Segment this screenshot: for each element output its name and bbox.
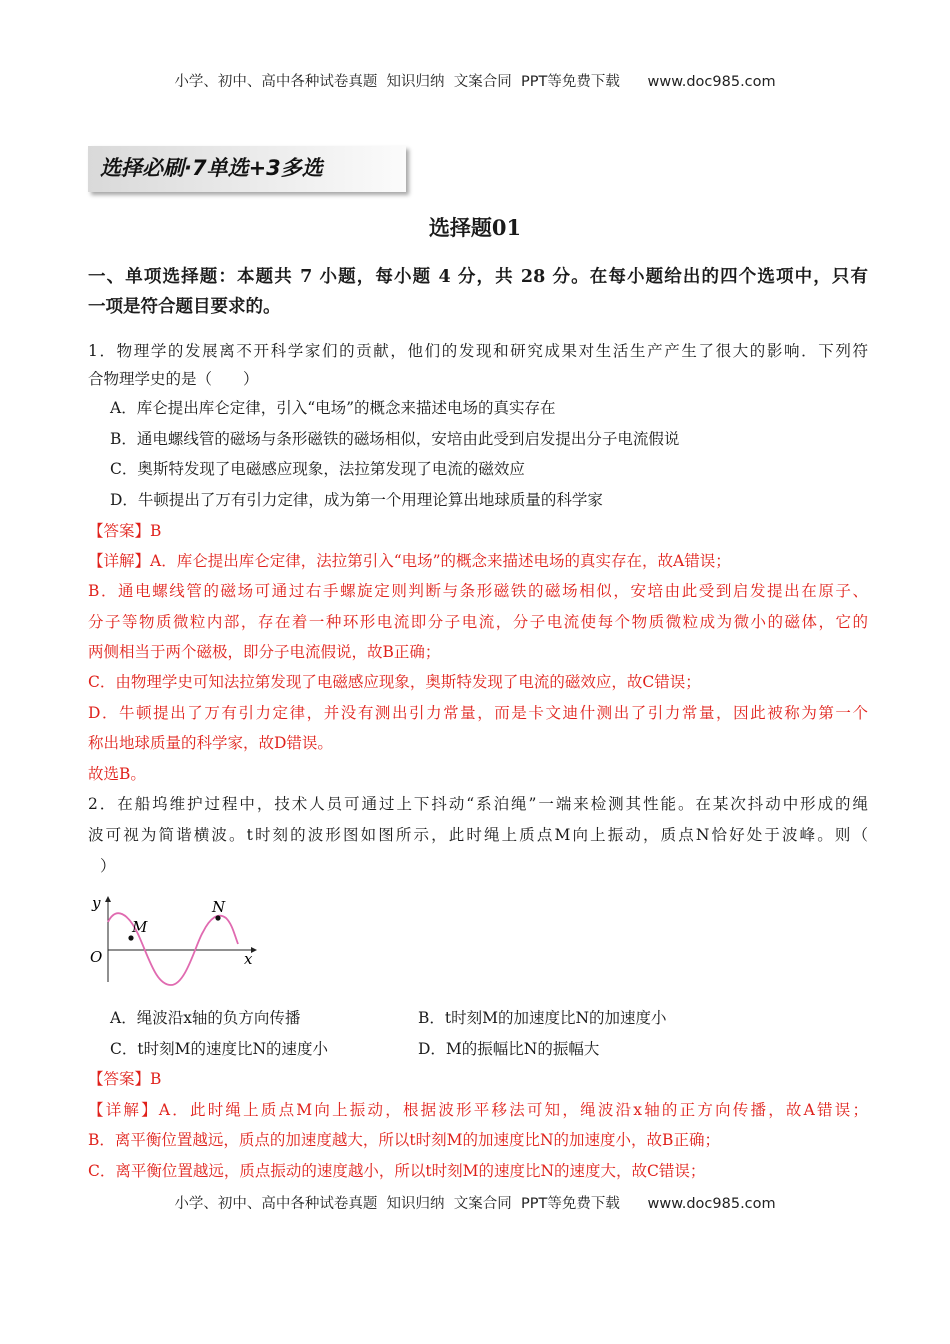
q1-option-c: C．奥斯特发现了电磁感应现象，法拉第发现了电流的磁效应 xyxy=(110,460,525,478)
section-heading-line1: 一、单项选择题：本题共 7 小题，每小题 4 分，共 28 分。在每小题给出的四个选项中，只有 xyxy=(88,267,868,287)
y-axis-arrow xyxy=(105,896,111,902)
wave-curve xyxy=(108,913,238,985)
page-footer: 小学、初中、高中各种试卷真题 知识归纳 文案合同 PPT等免费下载 www.doc985.com xyxy=(174,1196,776,1212)
q2-stem-line2: 波可视为简谐横波。t时刻的波形图如图所示，此时绳上质点M向上振动，质点N恰好处于波峰。则（ xyxy=(88,826,868,844)
point-n-label: N xyxy=(212,898,226,916)
q2-option-a: A．绳波沿x轴的负方向传播 xyxy=(110,1009,301,1027)
origin-label: O xyxy=(90,948,103,966)
q2-stem-line1: 2．在船坞维护过程中，技术人员可通过上下抖动“系泊绳”一端来检测其性能。在某次抖动中形成的绳 xyxy=(88,795,868,813)
q2-option-b: B．t时刻M的加速度比N的加速度小 xyxy=(418,1009,667,1027)
q1-answer: 【答案】B xyxy=(88,522,162,540)
q2-stem-line3: ） xyxy=(100,857,116,875)
q1-option-d: D．牛顿提出了万有引力定律，成为第一个用理论算出地球质量的科学家 xyxy=(110,491,603,509)
q2-option-c: C．t时刻M的速度比N的速度小 xyxy=(110,1040,329,1058)
q2-explain-line: C．离平衡位置越远，质点振动的速度越小，所以t时刻M的速度比N的速度大，故C错误； xyxy=(88,1162,706,1180)
q1-explain-line: C．由物理学史可知法拉第发现了电磁感应现象，奥斯特发现了电流的磁效应，故C错误； xyxy=(88,673,701,691)
page-header: 小学、初中、高中各种试卷真题 知识归纳 文案合同 PPT等免费下载 www.doc985.com xyxy=(174,74,776,90)
q2-explain-line: 【详解】A．此时绳上质点M向上振动，根据波形平移法可知，绳波沿x轴的正方向传播，故A错误； xyxy=(88,1101,868,1119)
y-axis-label: y xyxy=(92,894,101,912)
q1-explain-line: 称出地球质量的科学家，故D错误。 xyxy=(88,734,333,752)
point-m-label: M xyxy=(132,918,148,936)
point-n-dot xyxy=(215,915,220,920)
section-banner xyxy=(88,146,406,192)
q1-option-a: A．库仑提出库仑定律，引入“电场”的概念来描述电场的真实存在 xyxy=(110,399,556,417)
q2-explain-line: B．离平衡位置越远，质点的加速度越大，所以t时刻M的加速度比N的加速度小，故B正确； xyxy=(88,1131,720,1149)
q2-answer: 【答案】B xyxy=(88,1070,162,1088)
section-heading-line2: 一项是符合题目要求的。 xyxy=(88,297,281,317)
point-m-dot xyxy=(128,935,133,940)
q1-option-b: B．通电螺线管的磁场与条形磁铁的磁场相似，安培由此受到启发提出分子电流假说 xyxy=(110,430,680,448)
wave-figure xyxy=(86,888,266,988)
q1-explain-line: 分子等物质微粒内部，存在着一种环形电流即分子电流，分子电流使每个物质微粒成为微小的磁体，它的 xyxy=(88,613,868,631)
q1-stem-line2: 合物理学史的是（ ） xyxy=(88,370,259,388)
banner-label: 选择必刷·7单选+3多选 xyxy=(100,156,323,180)
q1-stem-line1: 1．物理学的发展离不开科学家们的贡献，他们的发现和研究成果对生活生产产生了很大的影响．下列符 xyxy=(88,342,868,360)
q1-explain-line: 【详解】A．库仑提出库仑定律，法拉第引入“电场”的概念来描述电场的真实存在，故A错误； xyxy=(88,552,731,570)
q1-explain-line: 两侧相当于两个磁极，即分子电流假说，故B正确； xyxy=(88,643,441,661)
q1-explain-line: B．通电螺线管的磁场可通过右手螺旋定则判断与条形磁铁的磁场相似，安培由此受到启发提出在原子、 xyxy=(88,582,868,600)
page-title: 选择题01 xyxy=(428,215,522,240)
x-axis-label: x xyxy=(244,950,253,968)
q2-option-d: D．M的振幅比N的振幅大 xyxy=(418,1040,600,1058)
q1-explain-line: D．牛顿提出了万有引力定律，并没有测出引力常量，而是卡文迪什测出了引力常量，因此被称为第一个 xyxy=(88,704,868,722)
q1-explain-line: 故选B。 xyxy=(88,765,146,783)
